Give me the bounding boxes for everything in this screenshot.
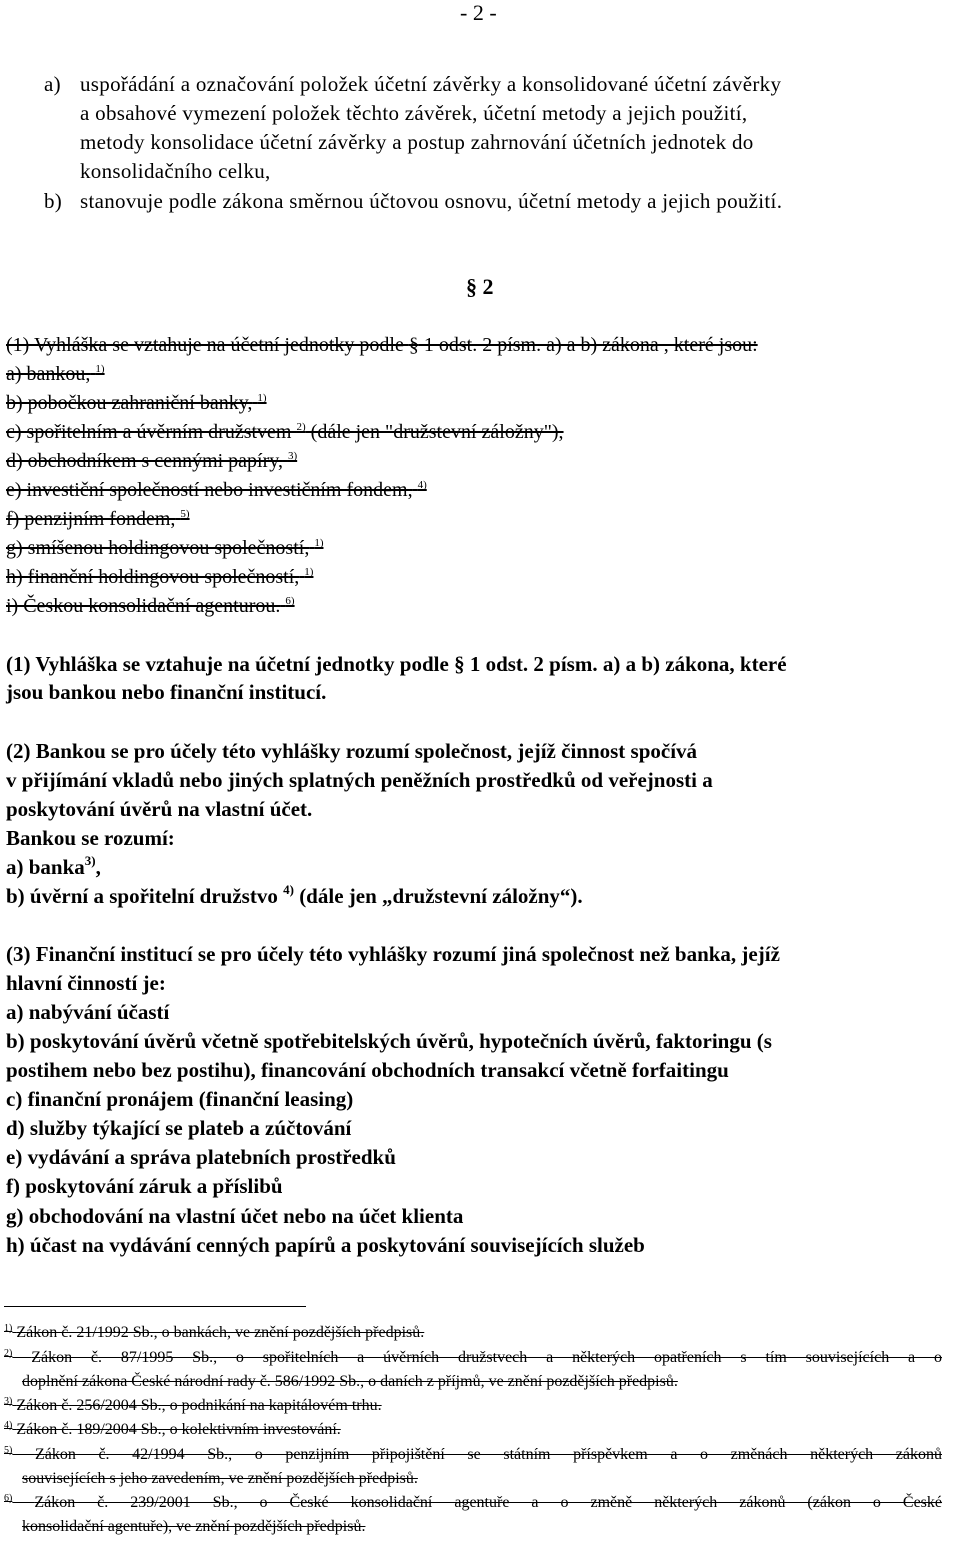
footnote: $^{2)}$ Zákon č. 87/1995 Sb., o spořitelních a úvěrních družstvech a některých opatřeních s tím souvisejících a o [4, 1348, 942, 1366]
para1-line1: (1) Vyhláška se vztahuje na účetní jednotky podle § 1 odst. 2 písm. a) a b) zákona, které [6, 652, 787, 676]
footnote: $^{3)}$ Zákon č. 256/2004 Sb., o podnikání na kapitálovém trhu. [4, 1396, 382, 1414]
para3-item: b) poskytování úvěrů včetně spotřebitelských úvěrů, hypotečních úvěrů, faktoringu (s [6, 1029, 772, 1053]
para3-line: (3) Finanční institucí se pro účely této vyhlášky rozumí jiná společnost než banka, jejíž [6, 942, 780, 966]
para1-line2: jsou bankou nebo finanční institucí. [6, 680, 327, 704]
para3-item: c) finanční pronájem (finanční leasing) [6, 1087, 354, 1111]
para3-item: g) obchodování na vlastní účet nebo na účet klienta [6, 1204, 464, 1228]
footnote-cont: doplnění zákona České národní rady č. 586/1992 Sb., o daních z příjmů, ve znění pozdějších předpisů. [22, 1373, 678, 1390]
struck-item: i) Českou konsolidační agenturou. $^{6)}$ [6, 595, 295, 617]
para3-item: a) nabývání účastí [6, 1000, 170, 1024]
struck-item: e) investiční společností nebo investičním fondem, $^{4)}$ [6, 479, 427, 501]
list-item-label: b) [44, 189, 63, 213]
struck-item: h) finanční holdingovou společností, $^{1)}$ [6, 566, 314, 588]
struck-item: c) spořitelním a úvěrním družstvem $^{2)}$ (dále jen "družstevní záložny"), [6, 421, 564, 443]
struck-item: d) obchodníkem s cennými papíry, $^{3)}$ [6, 450, 298, 472]
list-item-line: a obsahové vymezení položek těchto závěrek, účetní metody a jejich použití, [80, 101, 748, 125]
list-item-label: a) [44, 72, 61, 96]
list-item-line: metody konsolidace účetní závěrky a postup zahrnování účetních jednotek do [80, 130, 754, 154]
page-number: - 2 - [460, 0, 497, 25]
para3-item: d) služby týkající se plateb a zúčtování [6, 1116, 352, 1140]
para2-line: Bankou se rozumí: [6, 826, 175, 850]
para3-item: f) poskytování záruk a příslibů [6, 1174, 283, 1198]
para2-item-b: b) úvěrní a spořitelní družstvo $^{4)}$ (dále jen „družstevní záložny“). [6, 882, 583, 908]
footnote-separator [4, 1306, 306, 1307]
footnote: $^{6)}$ Zákon č. 239/2001 Sb., o České konsolidační agentuře a o změně některých zákonů (zákon o České [4, 1493, 943, 1511]
list-item-line: uspořádání a označování položek účetní závěrky a konsolidované účetní závěrky [80, 72, 782, 96]
para2-line: v přijímání vkladů nebo jiných splatných peněžních prostředků od veřejnosti a [6, 768, 713, 792]
list-item-line: stanovuje podle zákona směrnou účtovou osnovu, účetní metody a jejich použití. [80, 189, 783, 213]
struck-item: g) smíšenou holdingovou společností, $^{1)}$ [6, 537, 324, 559]
section-symbol: § [466, 274, 477, 299]
struck-item: a) bankou, $^{1)}$ [6, 363, 105, 385]
footnote: $^{1)}$ Zákon č. 21/1992 Sb., o bankách, ve znění pozdějších předpisů. [4, 1323, 425, 1341]
para3-item: e) vydávání a správa platebních prostředků [6, 1145, 396, 1169]
struck-item: f) penzijním fondem, $^{5)}$ [6, 508, 190, 530]
struck-intro: (1) Vyhláška se vztahuje na účetní jednotky podle § 1 odst. 2 písm. a) a b) zákona , které jsou: [6, 334, 758, 356]
footnote: $^{5)}$ Zákon č. 42/1994 Sb., o penzijním připojištění se státním příspěvkem a o změnách některých zákonů [4, 1445, 942, 1463]
para2-line: poskytování úvěrů na vlastní účet. [6, 797, 313, 821]
para3-line: hlavní činností je: [6, 971, 166, 995]
footnote-cont: souvisejících s jeho zavedením, ve znění pozdějších předpisů. [22, 1470, 418, 1487]
para3-item: postihem nebo bez postihu), financování obchodních transakcí včetně forfaitingu [6, 1058, 729, 1082]
struck-item: b) pobočkou zahraniční banky, $^{1)}$ [6, 392, 267, 414]
para3-item: h) účast na vydávání cenných papírů a poskytování souvisejících služeb [6, 1233, 645, 1257]
footnote: $^{4)}$ Zákon č. 189/2004 Sb., o kolektivním investování. [4, 1420, 341, 1438]
para2-item-a: a) banka$^{3)}$, [6, 853, 101, 879]
list-item-line: konsolidačního celku, [80, 159, 271, 183]
footnote-cont: konsolidační agentuře), ve znění pozdějších předpisů. [22, 1518, 366, 1535]
section-number: 2 [482, 274, 494, 299]
section-heading [466, 274, 494, 300]
para2-line: (2) Bankou se pro účely této vyhlášky rozumí společnost, jejíž činnost spočívá [6, 739, 698, 763]
